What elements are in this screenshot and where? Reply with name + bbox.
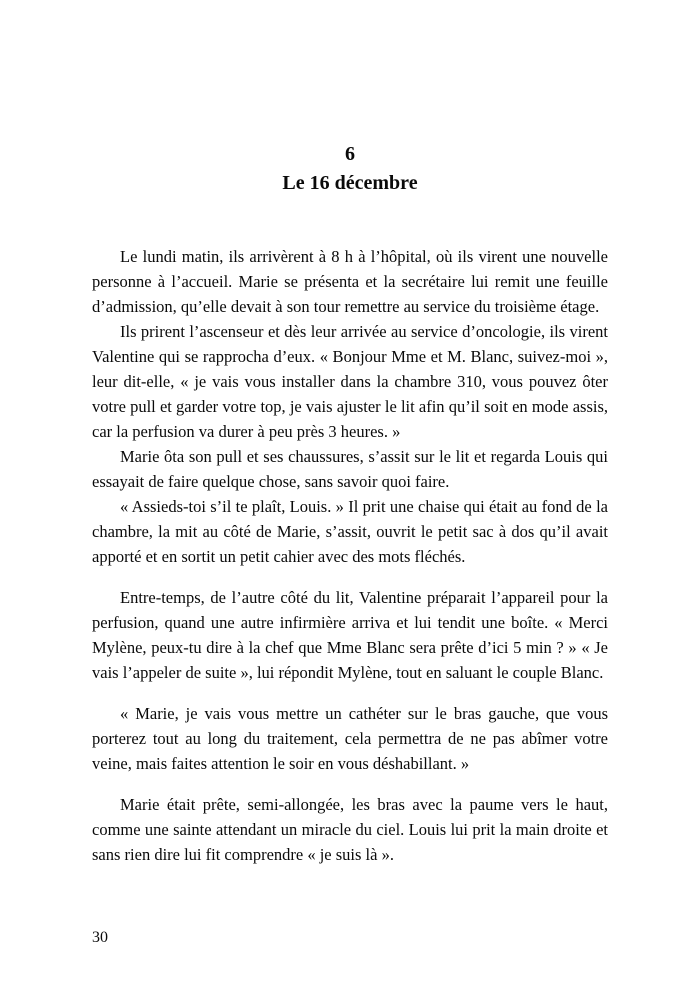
paragraph: Marie ôta son pull et ses chaussures, s’assit sur le lit et regarda Louis qui essayait de faire quelque chose, sans savoir quoi faire. (92, 447, 608, 491)
paragraph: Marie était prête, semi-allongée, les bras avec la paume vers le haut, comme une sainte attendant un miracle du ciel. Louis lui prit la main droite et sans rien dire lui fit comprendre « je suis là ». (92, 795, 608, 864)
paragraph: « Marie, je vais vous mettre un cathéter sur le bras gauche, que vous porterez tout au long du traitement, cela permettra de ne pas abîmer votre veine, mais faites attention le soir en vous déshabillant. » (92, 704, 608, 773)
paragraph: Ils prirent l’ascenseur et dès leur arrivée au service d’oncologie, ils virent Valentine qui se rapprocha d’eux. « Bonjour Mme et M. Blanc, suivez-moi », leur dit-elle, « je vais vous installer dans la chambre 310, vous pouvez ôter votre pull et garder votre top, je vais ajuster le lit afin qu’il soit en mode assis, car la perfusion va durer à peu près 3 heures. » (92, 322, 608, 441)
page-number: 30 (92, 929, 108, 946)
paragraph: Entre-temps, de l’autre côté du lit, Valentine préparait l’appareil pour la perfusion, quand une autre infirmière arriva et lui tendit une boîte. « Merci Mylène, peux-tu dire à la chef que Mme Blanc sera prête d’ici 5 min ? » « Je vais l’appeler de suite », lui répondit Mylène, tout en saluant le couple Blanc. (92, 588, 608, 682)
chapter-number: 6 (345, 143, 355, 165)
body-text (92, 244, 608, 867)
paragraph: Le lundi matin, ils arrivèrent à 8 h à l’hôpital, où ils virent une nouvelle personne à l’accueil. Marie se présenta et la secrétaire lui remit une feuille d’admission, qu’elle devait à son tour remettre au service du troisième étage. (92, 247, 608, 316)
chapter-title: Le 16 décembre (282, 172, 418, 194)
paragraph: « Assieds-toi s’il te plaît, Louis. » Il prit une chaise qui était au fond de la chambre, la mit au côté de Marie, s’assit, ouvrit le petit sac à dos qu’il avait apporté et en sortit un petit cahier avec des mots fléchés. (92, 497, 608, 566)
chapter-heading (92, 140, 608, 198)
